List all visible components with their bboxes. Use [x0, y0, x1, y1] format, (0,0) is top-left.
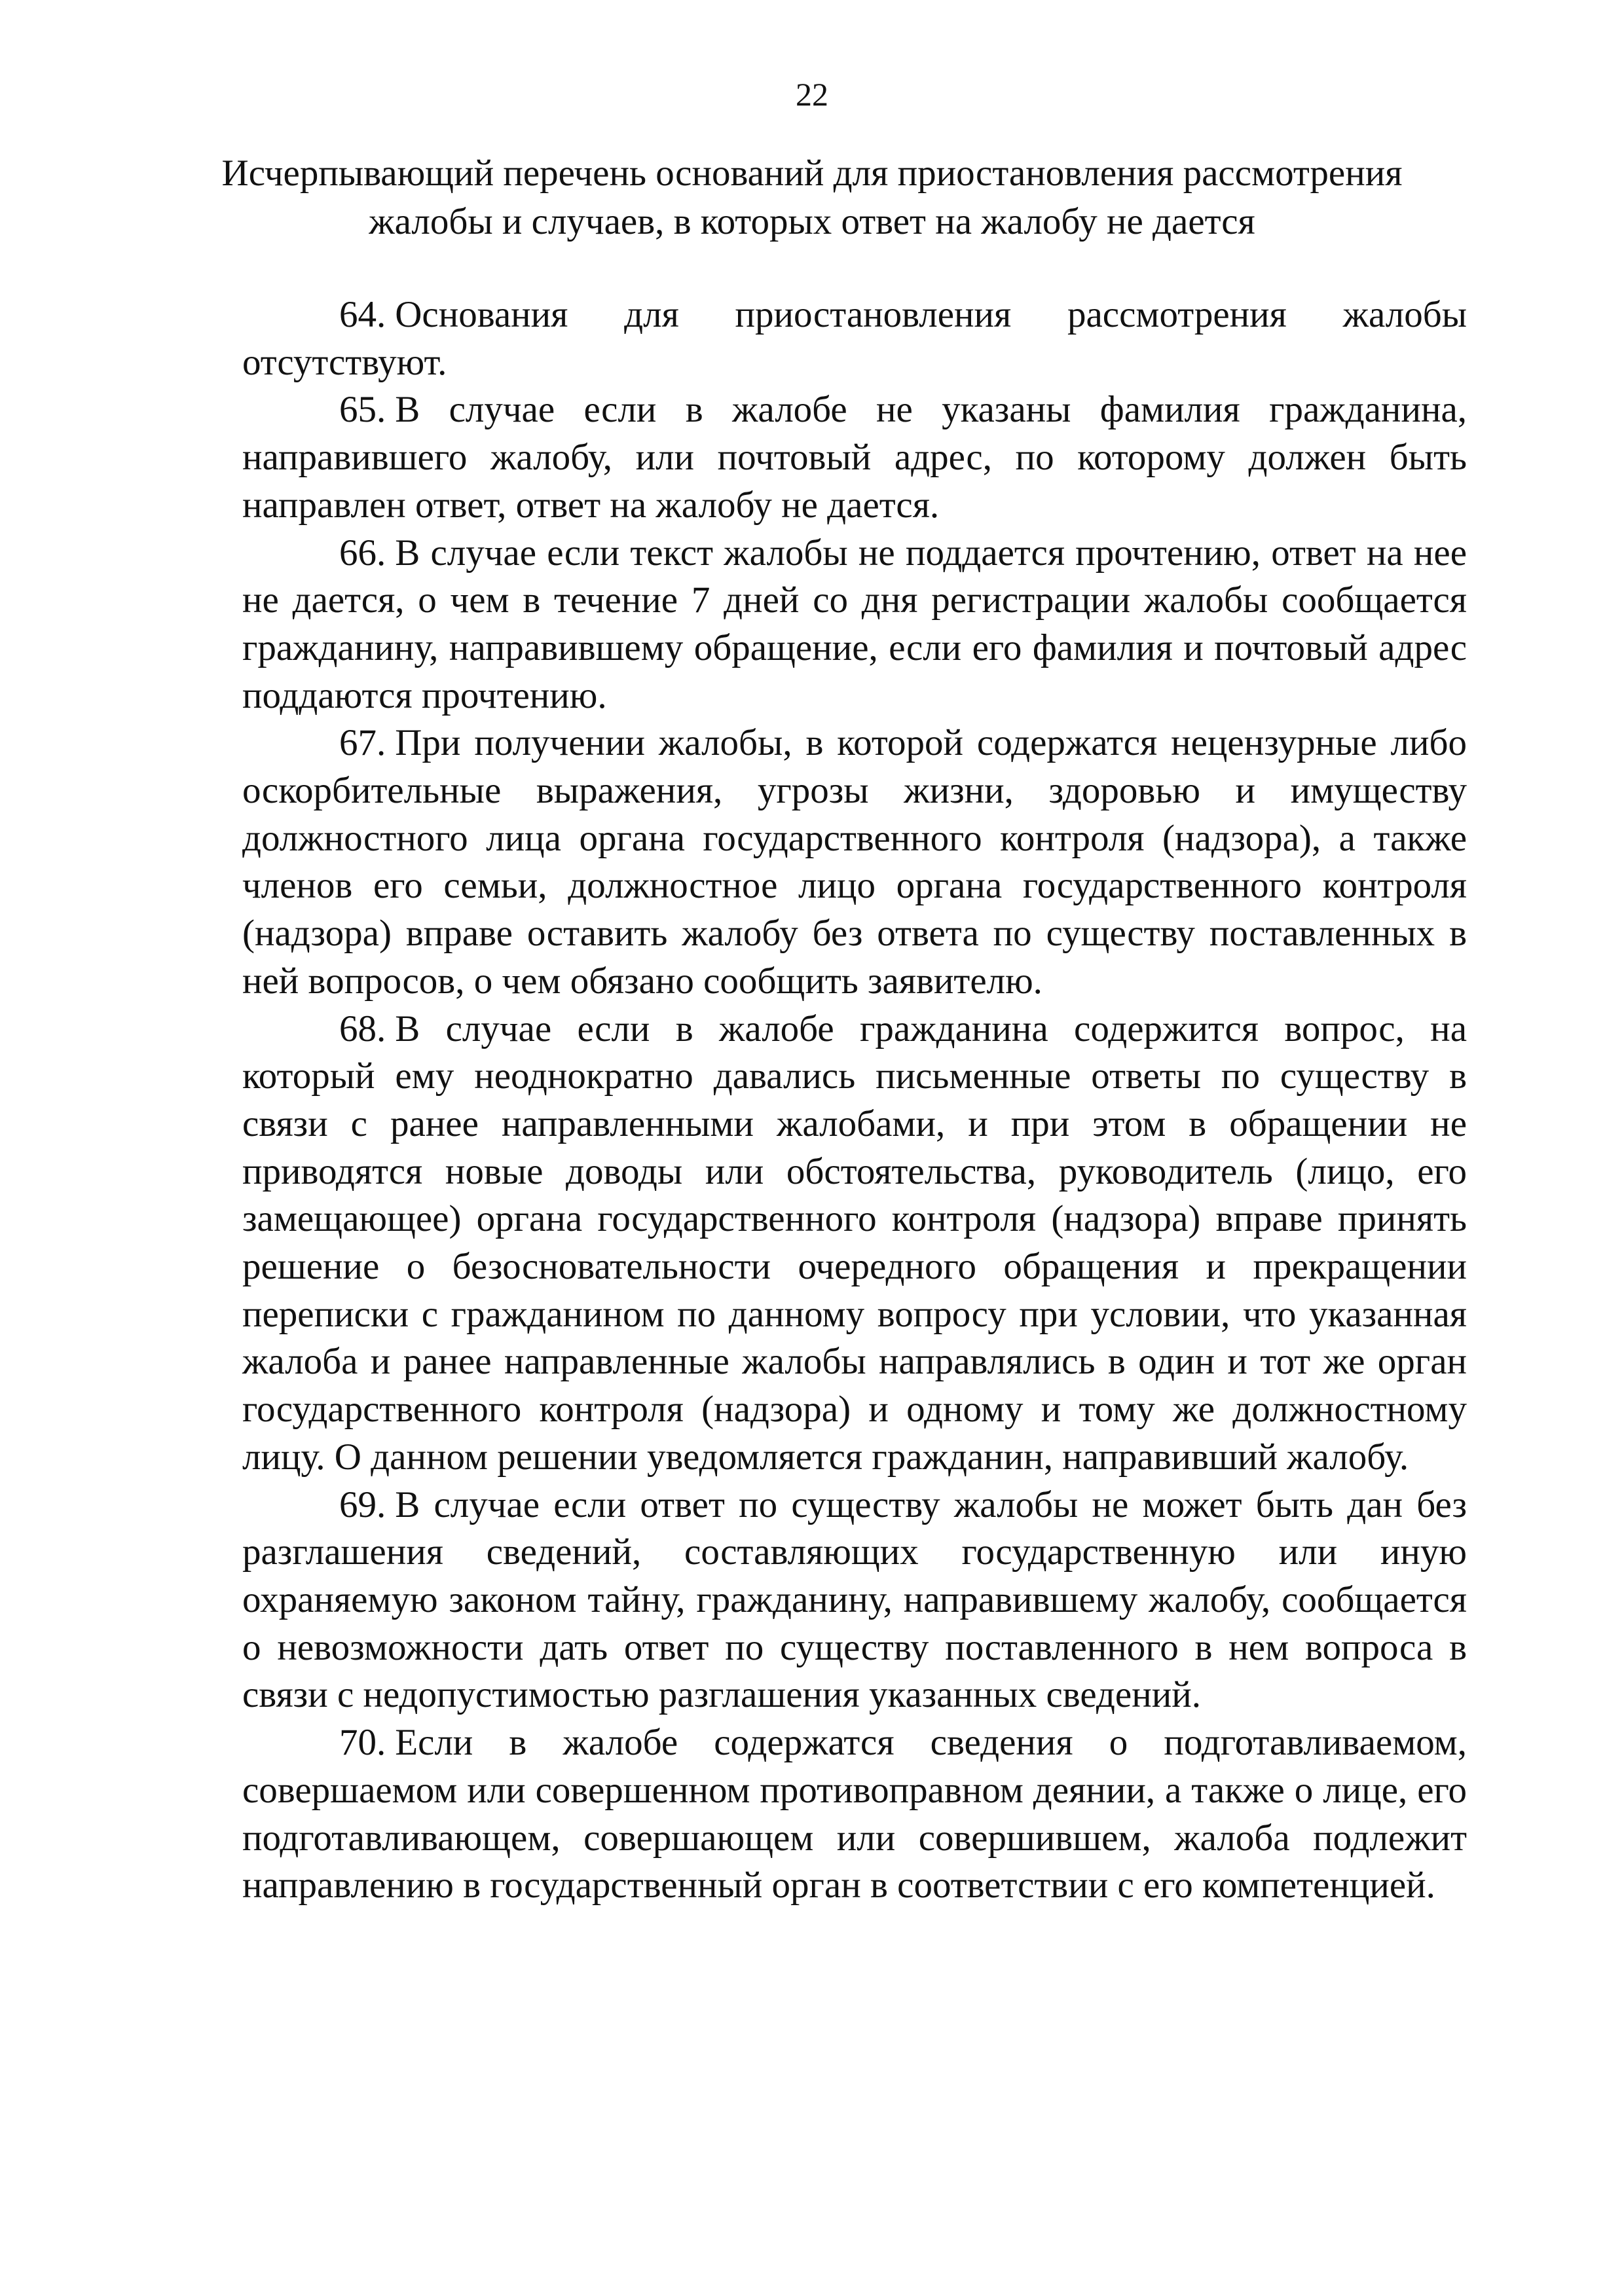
paragraph-text: Основания для приостановления рассмотрения жалобы отсутствуют. [242, 294, 1467, 383]
document-body [242, 291, 1467, 1910]
paragraph-number: 67. [339, 722, 386, 764]
paragraph-64 [242, 291, 1467, 386]
paragraph-68 [242, 1006, 1467, 1482]
paragraph-number: 68. [339, 1008, 386, 1049]
section-title: Исчерпывающий перечень оснований для приостановления рассмотрения жалобы и случаев, в которых ответ на жалобу не дается [221, 153, 1403, 242]
paragraph-text: При получении жалобы, в которой содержатся нецензурные либо оскорбительные выражения, угрозы жизни, здоровью и имуществу должностного лица органа государственного контроля (надзора), а также членов его семьи, должностное лицо органа государственного контроля (надзора) вправе оставить жалобу без ответа по существу поставленных в ней вопросов, о чем обязано сообщить заявителю. [242, 722, 1467, 1002]
paragraph-text: Если в жалобе содержатся сведения о подготавливаемом, совершаемом или совершенном противоправном деянии, а также о лице, его подготавливающем, совершающем или совершившем, жалоба подлежит направлению в государственный орган в соответствии с его компетенцией. [242, 1722, 1467, 1906]
paragraph-69 [242, 1482, 1467, 1720]
paragraph-67 [242, 720, 1467, 1005]
paragraph-text: В случае если ответ по существу жалобы не может быть дан без разглашения сведений, составляющих государственную или иную охраняемую законом тайну, гражданину, направившему жалобу, сообщается о невозможности дать ответ по существу поставленного в нем вопроса в связи с недопустимостью разглашения указанных сведений. [242, 1484, 1467, 1716]
paragraph-number: 66. [339, 532, 386, 574]
paragraph-number: 65. [339, 389, 386, 431]
paragraph-text: В случае если текст жалобы не поддается прочтению, ответ на нее не дается, о чем в течение 7 дней со дня регистрации жалобы сообщается гражданину, направившему обращение, если его фамилия и почтовый адрес поддаются прочтению. [242, 532, 1467, 716]
paragraph-number: 64. [339, 294, 386, 335]
paragraph-65 [242, 386, 1467, 529]
page-number: 22 [796, 76, 828, 113]
paragraph-number: 69. [339, 1484, 386, 1525]
paragraph-70 [242, 1719, 1467, 1910]
paragraph-number: 70. [339, 1722, 386, 1764]
paragraph-text: В случае если в жалобе не указаны фамилия гражданина, направившего жалобу, или почтовый адрес, по которому должен быть направлен ответ, ответ на жалобу не дается. [242, 389, 1467, 526]
paragraph-text: В случае если в жалобе гражданина содержится вопрос, на который ему неоднократно давались письменные ответы по существу в связи с ранее направленными жалобами, и при этом в обращении не приводятся новые доводы или обстоятельства, руководитель (лицо, его замещающее) органа государственного контроля (надзора) вправе принять решение о безосновательности очередного обращения и прекращении переписки с гражданином по данному вопросу при условии, что указанная жалоба и ранее направленные жалобы направлялись в один и тот же орган государственного контроля (надзора) и одному и тому же должностному лицу. О данном решении уведомляется гражданин, направивший жалобу. [242, 1008, 1467, 1478]
paragraph-66 [242, 530, 1467, 720]
